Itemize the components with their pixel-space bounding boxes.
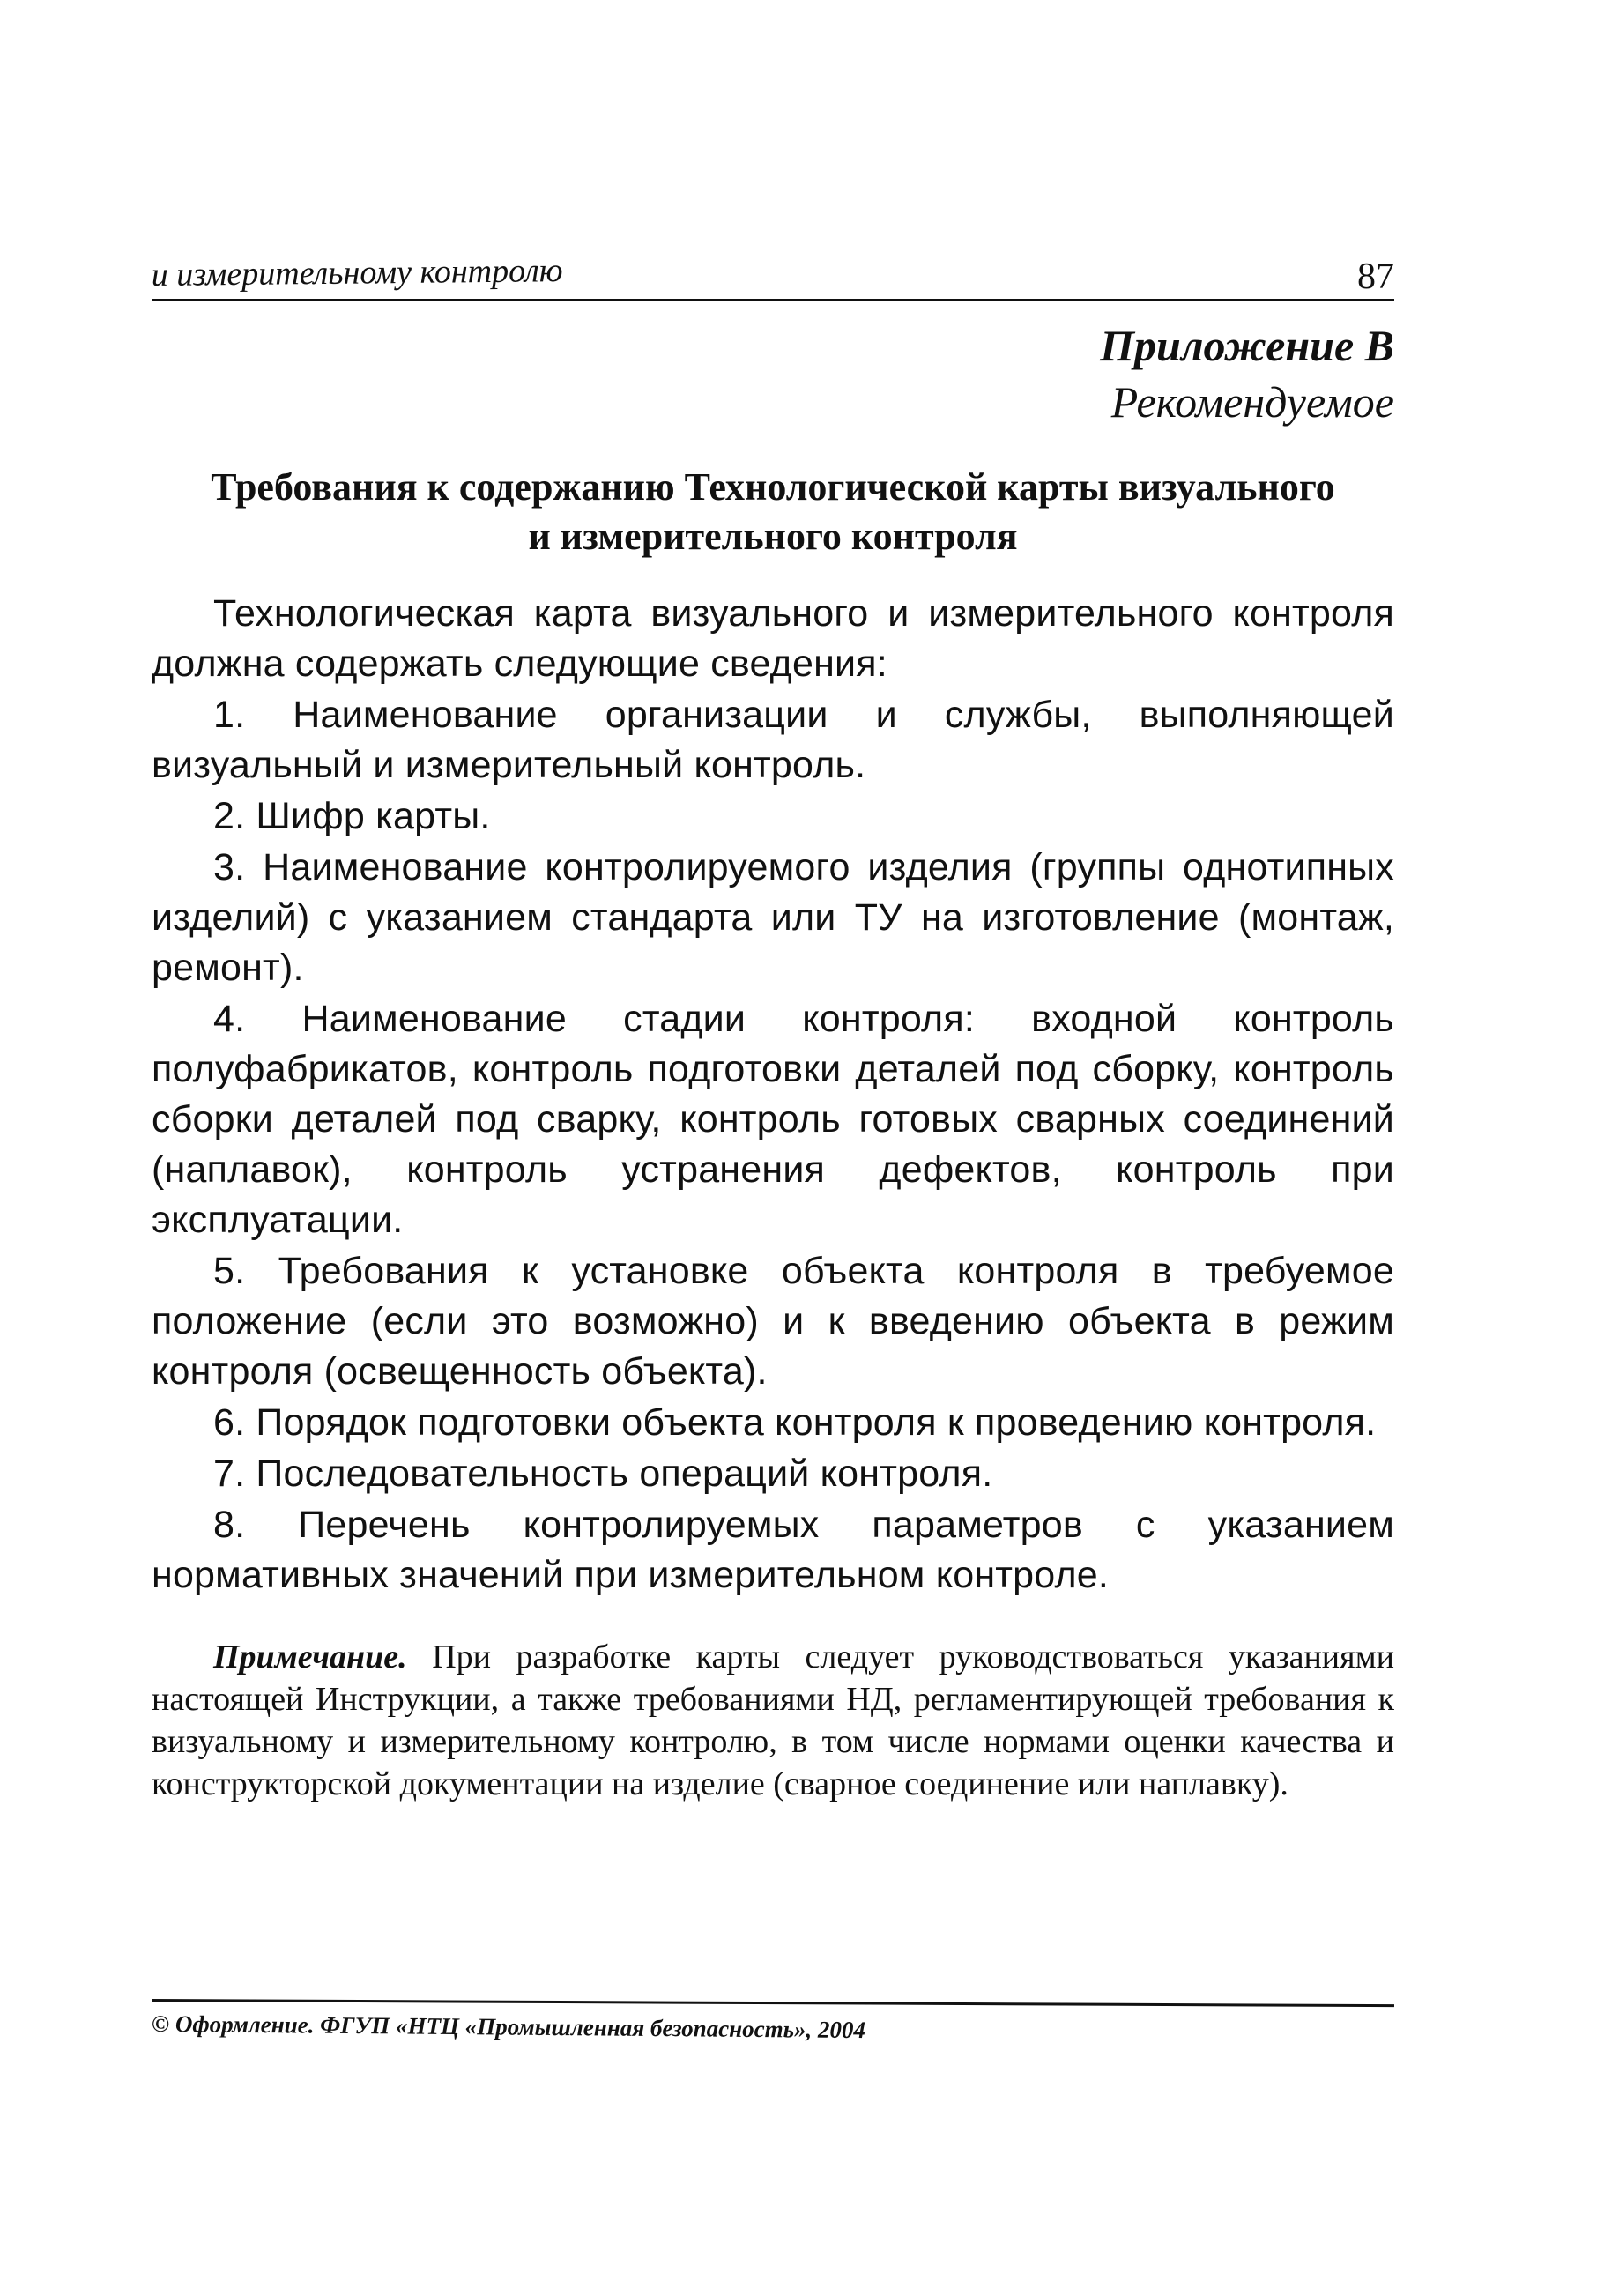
list-item: 2. Шифр карты.: [213, 795, 491, 837]
heading-line-1: Требования к содержанию Технологической карты визуального: [211, 465, 1335, 509]
list-item: 7. Последовательность операций контроля.: [213, 1453, 993, 1495]
intro-paragraph: Технологическая карта визуального и измерительного контроля должна содержать следующие сведения:: [152, 592, 1394, 685]
list-item: 3. Наименование контролируемого изделия (группы однотипных изделий) с указанием стандарта или ТУ на изготовление (монтаж, ремонт).: [152, 846, 1394, 989]
list-item: 1. Наименование организации и службы, выполняющей визуальный и измерительный контроль.: [152, 694, 1394, 786]
running-head-title: и измерительному контролю: [151, 252, 563, 294]
footer: [151, 1999, 1394, 2044]
note-label: Примечание.: [213, 1638, 407, 1676]
appendix-status: Рекомендуемое: [1110, 377, 1394, 427]
list-item: 5. Требования к установке объекта контроля в требуемое положение (если это возможно) и к введению объекта в режим контроля (освещенность объекта).: [152, 1250, 1394, 1393]
running-head: [152, 249, 1394, 301]
list-item: 8. Перечень контролируемых параметров с указанием нормативных значений при измерительном контроле.: [152, 1504, 1394, 1596]
footer-rule: [152, 1999, 1394, 2007]
note-text: При разработке карты следует руководствоваться указаниями настоящей Инструкции, а также требованиями НД, регламентирующей требования к визуальному и измерительному контролю, в том числе нормами оценки качества и конструкторской документации на изделие (сварное соединение или наплавку).: [152, 1638, 1395, 1802]
body-text: [152, 589, 1394, 1601]
section-heading: [152, 463, 1394, 561]
page-number: 87: [1357, 256, 1394, 297]
list-item: 4. Наименование стадии контроля: входной контроль полуфабрикатов, контроль подготовки деталей под сборку, контроль сборки деталей под сварку, контроль готовых сварных соединений (наплавок), контроль устранения дефектов, контроль при эксплуатации.: [152, 998, 1394, 1241]
appendix-label: [1100, 317, 1394, 430]
copyright-line: © Оформление. ФГУП «НТЦ «Промышленная безопасность», 2004: [151, 2010, 866, 2044]
note-paragraph: [152, 1636, 1394, 1805]
list-item: 6. Порядок подготовки объекта контроля к проведению контроля.: [213, 1401, 1377, 1444]
header-rule: [152, 299, 1394, 301]
heading-line-2: и измерительного контроля: [528, 515, 1018, 558]
appendix-title: Приложение В: [1100, 321, 1394, 370]
